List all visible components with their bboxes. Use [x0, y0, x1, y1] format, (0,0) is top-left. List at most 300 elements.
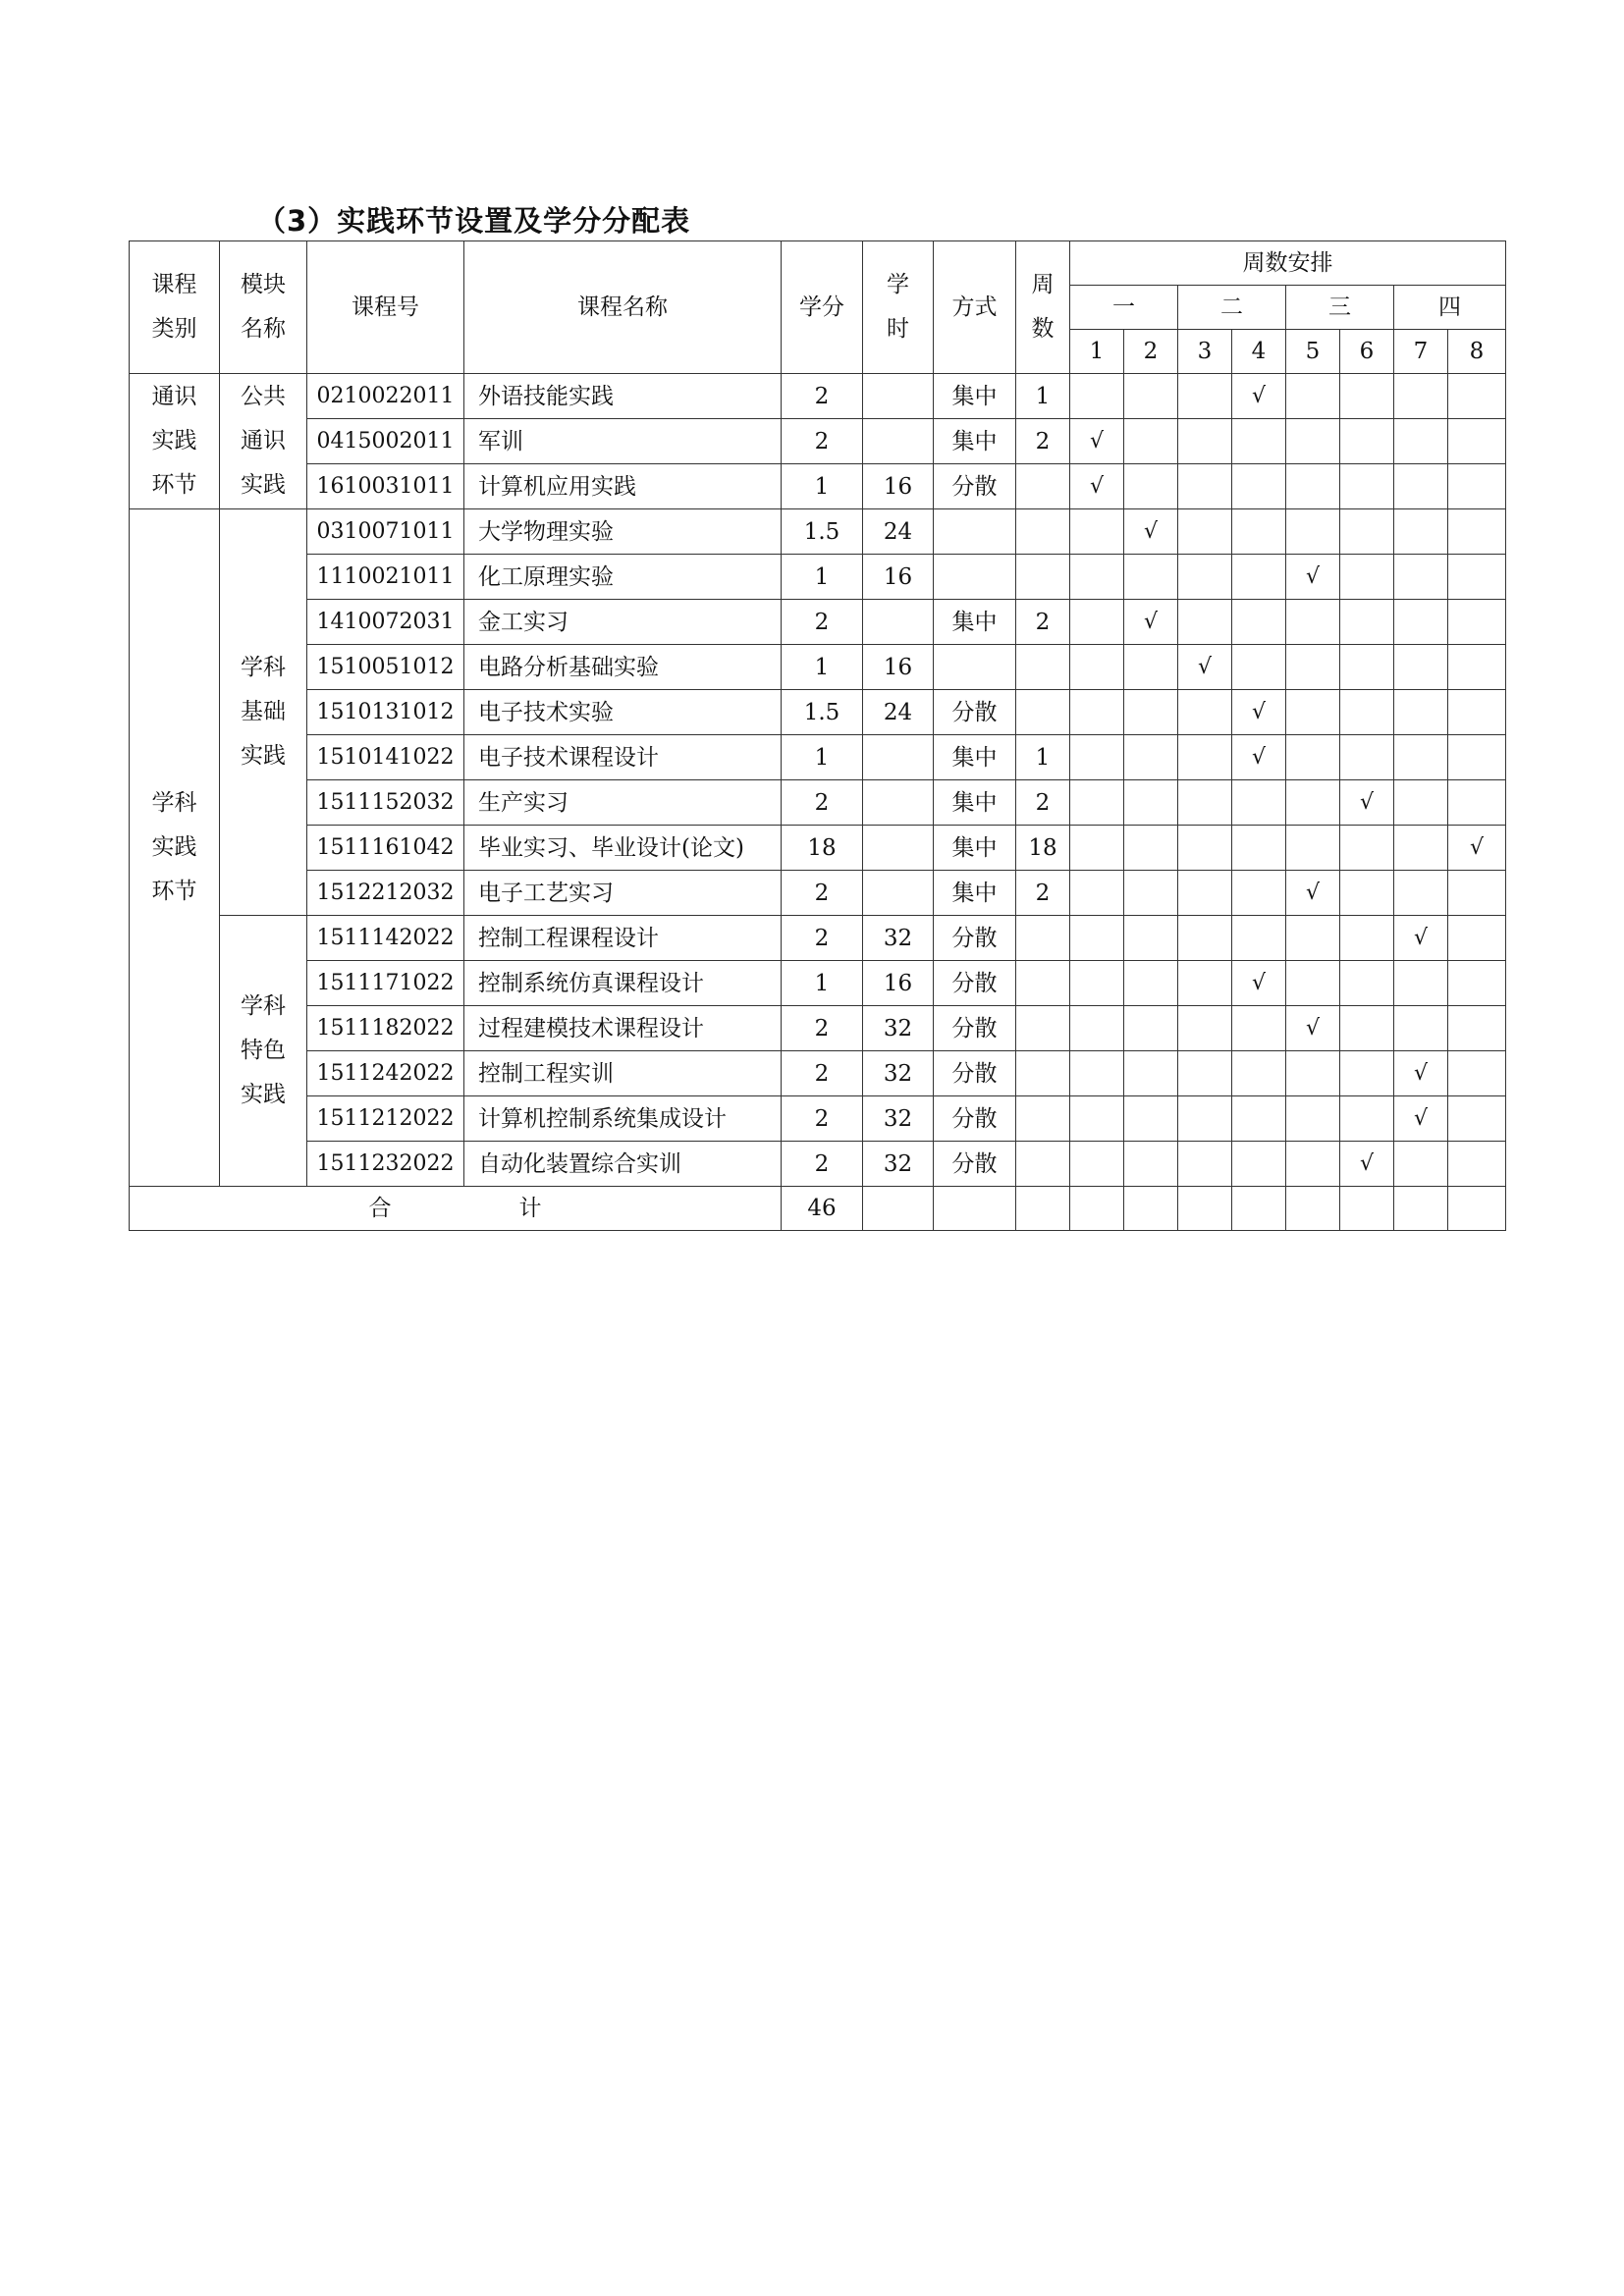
check-mark-icon: √ [1469, 835, 1485, 860]
semester-cell-7 [1394, 1051, 1448, 1096]
semester-cell-1 [1070, 690, 1124, 735]
course-code: 0415002011 [307, 419, 464, 464]
course-credits: 2 [782, 419, 863, 464]
course-hours: 16 [863, 464, 934, 509]
check-mark-icon: √ [1413, 1106, 1429, 1131]
semester-cell-6 [1340, 374, 1394, 419]
semester-cell-4 [1232, 1096, 1286, 1142]
module-cell: 学科 特色 实践 [220, 916, 307, 1187]
total-empty-cell [1340, 1187, 1394, 1231]
header-semester-7: 7 [1394, 330, 1448, 374]
semester-cell-5 [1286, 374, 1340, 419]
semester-cell-5 [1286, 735, 1340, 780]
table-row [130, 826, 1506, 871]
semester-cell-6 [1340, 1096, 1394, 1142]
course-mode: 集中 [934, 735, 1016, 780]
course-credits: 1 [782, 555, 863, 600]
header-year-4: 四 [1394, 286, 1506, 330]
course-hours [863, 826, 934, 871]
semester-cell-2 [1124, 826, 1178, 871]
course-code: 1511232022 [307, 1142, 464, 1187]
table-row [130, 600, 1506, 645]
check-mark-icon: √ [1413, 1061, 1429, 1086]
check-mark-icon: √ [1197, 655, 1213, 679]
course-name: 外语技能实践 [464, 374, 782, 419]
module-cell: 学科 基础 实践 [220, 509, 307, 916]
semester-cell-7 [1394, 961, 1448, 1006]
semester-cell-8 [1448, 374, 1506, 419]
section-title: （3）实践环节设置及学分分配表 [257, 204, 691, 238]
course-name: 大学物理实验 [464, 509, 782, 555]
semester-cell-2 [1124, 780, 1178, 826]
header-module: 模块 名称 [220, 241, 307, 374]
total-empty-cell [1394, 1187, 1448, 1231]
header-credits: 学分 [782, 241, 863, 374]
course-name: 电子技术课程设计 [464, 735, 782, 780]
semester-cell-8 [1448, 600, 1506, 645]
table-row [130, 509, 1506, 555]
semester-cell-2 [1124, 555, 1178, 600]
header-code: 课程号 [307, 241, 464, 374]
course-mode: 集中 [934, 419, 1016, 464]
semester-cell-2 [1124, 1051, 1178, 1096]
table-row [130, 1006, 1506, 1051]
semester-cell-8 [1448, 780, 1506, 826]
table-row [130, 419, 1506, 464]
semester-cell-4 [1232, 735, 1286, 780]
course-weeks [1016, 464, 1070, 509]
check-mark-icon: √ [1089, 474, 1105, 499]
course-name: 生产实习 [464, 780, 782, 826]
semester-cell-8 [1448, 1006, 1506, 1051]
semester-cell-7 [1394, 780, 1448, 826]
course-mode: 集中 [934, 600, 1016, 645]
check-mark-icon: √ [1251, 384, 1267, 408]
check-mark-icon: √ [1143, 610, 1159, 634]
header-semester-1: 1 [1070, 330, 1124, 374]
semester-cell-5 [1286, 826, 1340, 871]
semester-cell-8 [1448, 419, 1506, 464]
total-empty-cell [1124, 1187, 1178, 1231]
semester-cell-8 [1448, 690, 1506, 735]
table-row [130, 464, 1506, 509]
semester-cell-1 [1070, 871, 1124, 916]
semester-cell-1 [1070, 509, 1124, 555]
semester-cell-1 [1070, 1051, 1124, 1096]
semester-cell-8 [1448, 871, 1506, 916]
semester-cell-7 [1394, 916, 1448, 961]
course-name: 化工原理实验 [464, 555, 782, 600]
course-code: 0310071011 [307, 509, 464, 555]
header-semester-5: 5 [1286, 330, 1340, 374]
semester-cell-5 [1286, 1051, 1340, 1096]
course-hours: 16 [863, 645, 934, 690]
course-credits: 1 [782, 961, 863, 1006]
check-mark-icon: √ [1251, 971, 1267, 995]
course-mode: 分散 [934, 464, 1016, 509]
semester-cell-4 [1232, 826, 1286, 871]
semester-cell-8 [1448, 735, 1506, 780]
course-hours: 24 [863, 509, 934, 555]
header-semester-4: 4 [1232, 330, 1286, 374]
table-row [130, 374, 1506, 419]
course-weeks [1016, 961, 1070, 1006]
semester-cell-1 [1070, 916, 1124, 961]
semester-cell-4 [1232, 419, 1286, 464]
course-name: 控制工程实训 [464, 1051, 782, 1096]
course-weeks: 2 [1016, 871, 1070, 916]
course-name: 电子工艺实习 [464, 871, 782, 916]
semester-cell-4 [1232, 600, 1286, 645]
course-hours [863, 735, 934, 780]
semester-cell-2 [1124, 464, 1178, 509]
course-code: 1512212032 [307, 871, 464, 916]
semester-cell-2 [1124, 600, 1178, 645]
semester-cell-3 [1178, 509, 1232, 555]
semester-cell-5 [1286, 1006, 1340, 1051]
course-credits: 1 [782, 735, 863, 780]
semester-cell-3 [1178, 645, 1232, 690]
semester-cell-4 [1232, 374, 1286, 419]
course-mode: 集中 [934, 780, 1016, 826]
semester-cell-4 [1232, 1051, 1286, 1096]
table-row [130, 1142, 1506, 1187]
semester-cell-2 [1124, 871, 1178, 916]
semester-cell-5 [1286, 780, 1340, 826]
course-code: 1410072031 [307, 600, 464, 645]
semester-cell-5 [1286, 600, 1340, 645]
total-empty-cell [1448, 1187, 1506, 1231]
semester-cell-2 [1124, 690, 1178, 735]
semester-cell-1 [1070, 1142, 1124, 1187]
check-mark-icon: √ [1359, 1151, 1375, 1176]
semester-cell-7 [1394, 871, 1448, 916]
course-weeks: 2 [1016, 780, 1070, 826]
check-mark-icon: √ [1413, 926, 1429, 950]
course-mode: 分散 [934, 690, 1016, 735]
semester-cell-6 [1340, 509, 1394, 555]
course-weeks: 18 [1016, 826, 1070, 871]
course-mode: 分散 [934, 1142, 1016, 1187]
course-mode: 分散 [934, 961, 1016, 1006]
course-weeks [1016, 1142, 1070, 1187]
course-hours: 32 [863, 1006, 934, 1051]
course-mode: 集中 [934, 871, 1016, 916]
semester-cell-8 [1448, 645, 1506, 690]
course-mode: 分散 [934, 1096, 1016, 1142]
course-mode: 集中 [934, 374, 1016, 419]
semester-cell-7 [1394, 555, 1448, 600]
semester-cell-1 [1070, 600, 1124, 645]
course-credits: 2 [782, 1142, 863, 1187]
semester-cell-3 [1178, 419, 1232, 464]
course-credits: 2 [782, 600, 863, 645]
semester-cell-6 [1340, 600, 1394, 645]
course-weeks: 1 [1016, 735, 1070, 780]
semester-cell-6 [1340, 419, 1394, 464]
semester-cell-4 [1232, 1142, 1286, 1187]
table-row [130, 871, 1506, 916]
check-mark-icon: √ [1305, 1016, 1321, 1041]
header-semester-2: 2 [1124, 330, 1178, 374]
course-credits: 18 [782, 826, 863, 871]
semester-cell-3 [1178, 1142, 1232, 1187]
semester-cell-3 [1178, 374, 1232, 419]
header-year-1: 一 [1070, 286, 1178, 330]
semester-cell-5 [1286, 555, 1340, 600]
semester-cell-6 [1340, 961, 1394, 1006]
semester-cell-3 [1178, 555, 1232, 600]
semester-cell-5 [1286, 645, 1340, 690]
semester-cell-1 [1070, 464, 1124, 509]
semester-cell-6 [1340, 735, 1394, 780]
semester-cell-8 [1448, 826, 1506, 871]
semester-cell-8 [1448, 464, 1506, 509]
semester-cell-8 [1448, 1051, 1506, 1096]
course-credits: 1.5 [782, 509, 863, 555]
header-semester-6: 6 [1340, 330, 1394, 374]
semester-cell-3 [1178, 735, 1232, 780]
course-code: 1510051012 [307, 645, 464, 690]
check-mark-icon: √ [1251, 745, 1267, 770]
semester-cell-2 [1124, 1142, 1178, 1187]
course-hours: 24 [863, 690, 934, 735]
course-code: 1510141022 [307, 735, 464, 780]
course-hours: 32 [863, 1096, 934, 1142]
course-mode: 分散 [934, 916, 1016, 961]
semester-cell-3 [1178, 600, 1232, 645]
course-hours: 16 [863, 555, 934, 600]
semester-cell-5 [1286, 961, 1340, 1006]
semester-cell-6 [1340, 464, 1394, 509]
course-code: 1511161042 [307, 826, 464, 871]
semester-cell-2 [1124, 735, 1178, 780]
check-mark-icon: √ [1305, 881, 1321, 905]
total-empty-cell [863, 1187, 934, 1231]
course-name: 毕业实习、毕业设计(论文) [464, 826, 782, 871]
semester-cell-6 [1340, 690, 1394, 735]
check-mark-icon: √ [1089, 429, 1105, 454]
table-row [130, 690, 1506, 735]
semester-cell-5 [1286, 419, 1340, 464]
module-cell: 公共 通识 实践 [220, 374, 307, 509]
semester-cell-4 [1232, 1006, 1286, 1051]
table-row [130, 645, 1506, 690]
course-credits: 2 [782, 1051, 863, 1096]
check-mark-icon: √ [1359, 790, 1375, 815]
semester-cell-2 [1124, 961, 1178, 1006]
semester-cell-2 [1124, 1006, 1178, 1051]
course-weeks [1016, 555, 1070, 600]
total-empty-cell [1016, 1187, 1070, 1231]
table-row [130, 1096, 1506, 1142]
course-weeks [1016, 1096, 1070, 1142]
course-weeks [1016, 645, 1070, 690]
course-credits: 2 [782, 374, 863, 419]
course-weeks [1016, 1006, 1070, 1051]
semester-cell-2 [1124, 1096, 1178, 1142]
semester-cell-1 [1070, 826, 1124, 871]
semester-cell-6 [1340, 1006, 1394, 1051]
header-weeks: 周 数 [1016, 241, 1070, 374]
semester-cell-7 [1394, 826, 1448, 871]
check-mark-icon: √ [1305, 564, 1321, 589]
course-name: 控制系统仿真课程设计 [464, 961, 782, 1006]
semester-cell-2 [1124, 916, 1178, 961]
course-credits: 2 [782, 916, 863, 961]
semester-cell-5 [1286, 1096, 1340, 1142]
practice-credit-table [129, 240, 1506, 1231]
course-code: 1511171022 [307, 961, 464, 1006]
table-row [130, 780, 1506, 826]
semester-cell-8 [1448, 509, 1506, 555]
semester-cell-1 [1070, 735, 1124, 780]
semester-cell-3 [1178, 464, 1232, 509]
course-credits: 1 [782, 645, 863, 690]
semester-cell-3 [1178, 1096, 1232, 1142]
semester-cell-8 [1448, 1096, 1506, 1142]
course-code: 0210022011 [307, 374, 464, 419]
header-semester-3: 3 [1178, 330, 1232, 374]
semester-cell-6 [1340, 826, 1394, 871]
semester-cell-1 [1070, 961, 1124, 1006]
semester-cell-2 [1124, 419, 1178, 464]
course-name: 电子技术实验 [464, 690, 782, 735]
course-weeks: 2 [1016, 600, 1070, 645]
semester-cell-5 [1286, 916, 1340, 961]
semester-cell-1 [1070, 419, 1124, 464]
course-name: 军训 [464, 419, 782, 464]
course-name: 电路分析基础实验 [464, 645, 782, 690]
total-empty-cell [934, 1187, 1016, 1231]
course-name: 过程建模技术课程设计 [464, 1006, 782, 1051]
course-mode [934, 509, 1016, 555]
table-row [130, 555, 1506, 600]
course-hours [863, 780, 934, 826]
table-row [130, 961, 1506, 1006]
semester-cell-5 [1286, 1142, 1340, 1187]
course-hours [863, 871, 934, 916]
course-mode: 集中 [934, 826, 1016, 871]
semester-cell-1 [1070, 374, 1124, 419]
table-row [130, 1051, 1506, 1096]
semester-cell-4 [1232, 690, 1286, 735]
table-row [130, 916, 1506, 961]
course-credits: 2 [782, 1096, 863, 1142]
course-mode [934, 645, 1016, 690]
semester-cell-6 [1340, 645, 1394, 690]
course-mode: 分散 [934, 1051, 1016, 1096]
semester-cell-7 [1394, 600, 1448, 645]
semester-cell-6 [1340, 1142, 1394, 1187]
semester-cell-7 [1394, 1142, 1448, 1187]
course-code: 1511152032 [307, 780, 464, 826]
course-weeks [1016, 916, 1070, 961]
semester-cell-8 [1448, 916, 1506, 961]
total-empty-cell [1070, 1187, 1124, 1231]
course-credits: 2 [782, 780, 863, 826]
semester-cell-5 [1286, 871, 1340, 916]
total-empty-cell [1178, 1187, 1232, 1231]
course-name: 自动化装置综合实训 [464, 1142, 782, 1187]
semester-cell-7 [1394, 419, 1448, 464]
course-name: 计算机控制系统集成设计 [464, 1096, 782, 1142]
course-weeks [1016, 690, 1070, 735]
semester-cell-7 [1394, 645, 1448, 690]
total-credits: 46 [782, 1187, 863, 1231]
course-weeks [1016, 509, 1070, 555]
course-credits: 1.5 [782, 690, 863, 735]
header-schedule: 周数安排 [1070, 241, 1506, 286]
course-code: 1511182022 [307, 1006, 464, 1051]
course-hours: 32 [863, 1142, 934, 1187]
course-weeks: 1 [1016, 374, 1070, 419]
semester-cell-7 [1394, 374, 1448, 419]
total-empty-cell [1232, 1187, 1286, 1231]
semester-cell-6 [1340, 1051, 1394, 1096]
semester-cell-2 [1124, 645, 1178, 690]
semester-cell-3 [1178, 961, 1232, 1006]
course-credits: 1 [782, 464, 863, 509]
category-cell: 通识 实践 环节 [130, 374, 220, 509]
semester-cell-8 [1448, 961, 1506, 1006]
semester-cell-4 [1232, 509, 1286, 555]
semester-cell-6 [1340, 916, 1394, 961]
semester-cell-1 [1070, 645, 1124, 690]
semester-cell-6 [1340, 780, 1394, 826]
semester-cell-5 [1286, 690, 1340, 735]
course-code: 1510131012 [307, 690, 464, 735]
course-mode: 分散 [934, 1006, 1016, 1051]
course-credits: 2 [782, 871, 863, 916]
semester-cell-3 [1178, 916, 1232, 961]
course-hours [863, 600, 934, 645]
course-code: 1110021011 [307, 555, 464, 600]
total-empty-cell [1286, 1187, 1340, 1231]
course-hours [863, 374, 934, 419]
header-mode: 方式 [934, 241, 1016, 374]
total-row [130, 1187, 1506, 1231]
semester-cell-2 [1124, 374, 1178, 419]
semester-cell-4 [1232, 916, 1286, 961]
semester-cell-7 [1394, 464, 1448, 509]
semester-cell-5 [1286, 464, 1340, 509]
course-code: 1511142022 [307, 916, 464, 961]
header-semester-8: 8 [1448, 330, 1506, 374]
semester-cell-4 [1232, 464, 1286, 509]
semester-cell-2 [1124, 509, 1178, 555]
course-credits: 2 [782, 1006, 863, 1051]
semester-cell-6 [1340, 871, 1394, 916]
semester-cell-3 [1178, 871, 1232, 916]
semester-cell-7 [1394, 1006, 1448, 1051]
semester-cell-4 [1232, 780, 1286, 826]
semester-cell-5 [1286, 509, 1340, 555]
course-hours: 32 [863, 1051, 934, 1096]
header-year-3: 三 [1286, 286, 1394, 330]
semester-cell-3 [1178, 1006, 1232, 1051]
course-weeks [1016, 1051, 1070, 1096]
header-name: 课程名称 [464, 241, 782, 374]
course-mode [934, 555, 1016, 600]
semester-cell-1 [1070, 1006, 1124, 1051]
semester-cell-4 [1232, 961, 1286, 1006]
table-row [130, 735, 1506, 780]
semester-cell-4 [1232, 555, 1286, 600]
semester-cell-4 [1232, 645, 1286, 690]
semester-cell-1 [1070, 1096, 1124, 1142]
semester-cell-3 [1178, 690, 1232, 735]
